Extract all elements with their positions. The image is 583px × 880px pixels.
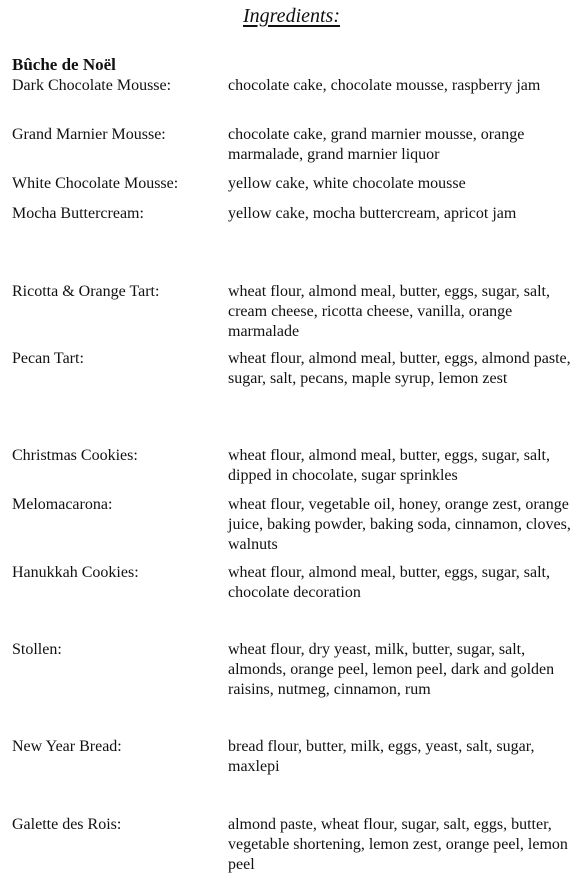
entry-ingredients: bread flour, butter, milk, eggs, yeast, salt, sugar, maxlepi — [228, 738, 535, 775]
entry-ingredients: yellow cake, white chocolate mousse — [228, 175, 466, 192]
entry-ingredients: chocolate cake, grand marnier mousse, orange marmalade, grand marnier liquor — [228, 126, 525, 163]
entry-ingredients: wheat flour, almond meal, butter, eggs, sugar, salt, cream cheese, ricotta cheese, vanilla, orange marmalade — [228, 283, 550, 340]
entry-ingredients: chocolate cake, chocolate mousse, raspberry jam — [228, 77, 541, 94]
entry-name: Mocha Buttercream: — [12, 205, 144, 222]
section-heading-buche-de-noel: Bûche de Noël — [12, 55, 116, 74]
entry-ingredients: wheat flour, vegetable oil, honey, orange zest, orange juice, baking powder, baking soda, cinnamon, cloves, walnuts — [228, 496, 571, 553]
entry-name: Stollen: — [12, 641, 62, 658]
entry-name: Ricotta & Orange Tart: — [12, 283, 160, 300]
entry-ingredients: almond paste, wheat flour, sugar, salt, eggs, butter, vegetable shortening, lemon zest, orange peel, lemon peel — [228, 816, 568, 873]
entry-name: Galette des Rois: — [12, 816, 122, 833]
entry-ingredients: wheat flour, almond meal, butter, eggs, sugar, salt, dipped in chocolate, sugar sprinkles — [228, 447, 550, 484]
entry-name: Hanukkah Cookies: — [12, 564, 139, 581]
entry-name: Pecan Tart: — [12, 350, 84, 367]
entry-name: Melomacarona: — [12, 496, 113, 513]
entry-ingredients: wheat flour, dry yeast, milk, butter, sugar, salt, almonds, orange peel, lemon peel, dark and golden raisins, nutmeg, cinnamon, rum — [228, 641, 555, 698]
entry-ingredients: yellow cake, mocha buttercream, apricot jam — [228, 205, 517, 222]
entry-ingredients: wheat flour, almond meal, butter, eggs, almond paste, sugar, salt, pecans, maple syrup, lemon zest — [228, 350, 571, 387]
entry-name: Grand Marnier Mousse: — [12, 126, 166, 143]
page-title: Ingredients: — [242, 5, 340, 27]
entry-name: Dark Chocolate Mousse: — [12, 77, 172, 94]
entry-ingredients: wheat flour, almond meal, butter, eggs, sugar, salt, chocolate decoration — [228, 564, 550, 601]
entry-name: Christmas Cookies: — [12, 447, 138, 464]
entry-name: New Year Bread: — [12, 738, 122, 755]
entry-name: White Chocolate Mousse: — [12, 175, 179, 192]
